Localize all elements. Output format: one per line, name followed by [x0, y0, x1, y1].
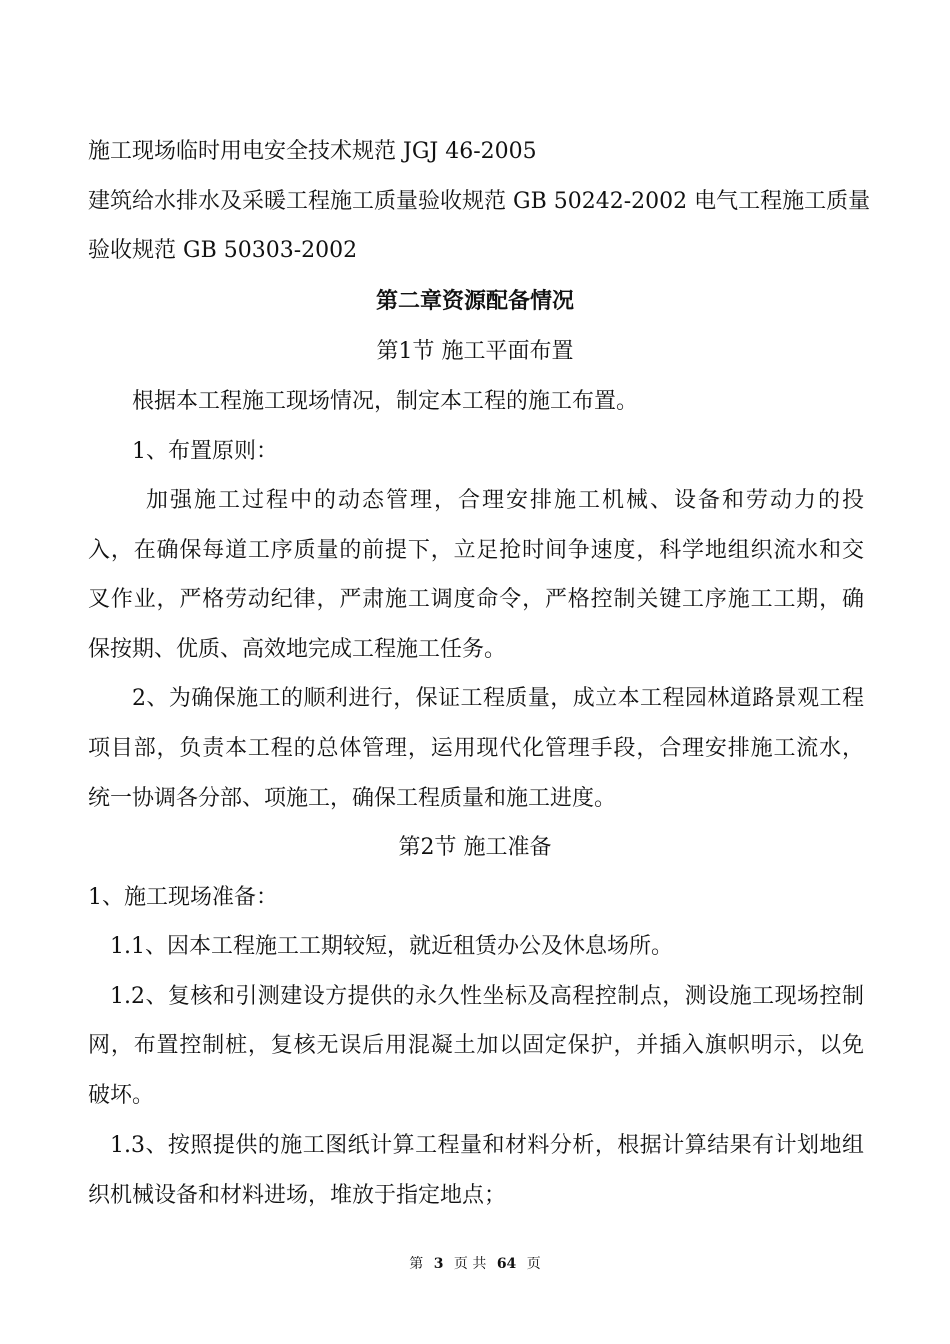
- paragraph-line: 统一协调各分部、项施工，确保工程质量和施工进度。: [88, 786, 617, 811]
- paragraph-line: 2、为确保施工的顺利进行，保证工程质量，成立本工程园林道路景观工程: [132, 686, 864, 711]
- paragraph-line: 织机械设备和材料进场，堆放于指定地点；: [88, 1183, 507, 1208]
- section-1-title: 第1节 施工平面布置: [376, 339, 574, 364]
- sub-item-1-1: 1.1、因本工程施工工期较短，就近租赁办公及休息场所。: [110, 934, 673, 959]
- footer-suffix: 页: [526, 1256, 541, 1272]
- paragraph-line: 1.3、按照提供的施工图纸计算工程量和材料分析，根据计算结果有计划地组: [110, 1133, 864, 1158]
- paragraph-line: 入，在确保每道工序质量的前提下，立足抢时间争速度，科学地组织流水和交: [88, 538, 864, 563]
- paragraph-line: 保按期、优质、高效地完成工程施工任务。: [88, 637, 507, 662]
- footer-prefix: 第: [409, 1256, 424, 1272]
- paragraph-line: 破坏。: [88, 1083, 155, 1108]
- section-2-title: 第2节 施工准备: [398, 835, 552, 860]
- standard-line-1: 施工现场临时用电安全技术规范 JGJ 46-2005: [88, 139, 537, 164]
- total-page-count: 64: [496, 1256, 517, 1272]
- standard-line-2a: 建筑给水排水及采暖工程施工质量验收规范 GB 50242-2002 电气工程施工质量: [88, 189, 871, 214]
- section-1-item-1-title: 1、布置原则：: [132, 439, 278, 464]
- page-footer: [0, 1254, 950, 1274]
- paragraph-line: 1.2、复核和引测建设方提供的永久性坐标及高程控制点，测设施工现场控制: [110, 984, 864, 1009]
- standard-line-2b: 验收规范 GB 50303-2002: [88, 238, 358, 263]
- current-page-number: 3: [433, 1256, 444, 1272]
- paragraph-line: 加强施工过程中的动态管理，合理安排施工机械、设备和劳动力的投: [146, 488, 864, 513]
- chapter-title: 第二章资源配备情况: [375, 288, 574, 314]
- section-1-intro: 根据本工程施工现场情况，制定本工程的施工布置。: [132, 389, 639, 414]
- paragraph-line: 叉作业，严格劳动纪律，严肃施工调度命令，严格控制关键工序施工工期，确: [88, 587, 864, 612]
- section-2-item-1-title: 1、施工现场准备：: [88, 885, 278, 910]
- paragraph-line: 网，布置控制桩，复核无误后用混凝土加以固定保护，并插入旗帜明示，以免: [88, 1033, 864, 1058]
- paragraph-line: 项目部，负责本工程的总体管理，运用现代化管理手段，合理安排施工流水，: [88, 736, 864, 761]
- footer-middle: 页 共: [453, 1256, 487, 1272]
